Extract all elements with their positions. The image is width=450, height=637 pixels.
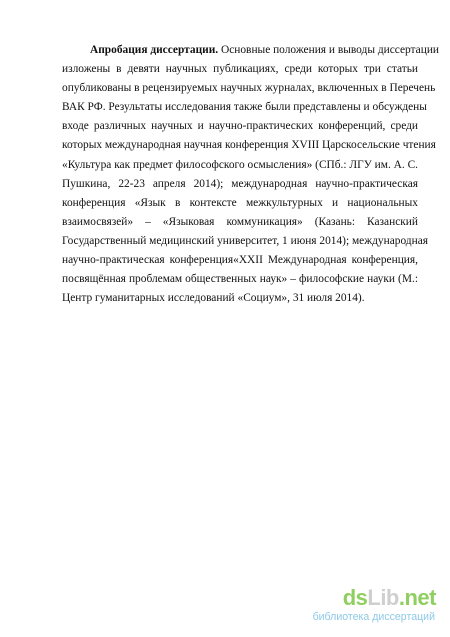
paragraph-line-11: Государственный медицинский университет, 1 июня 2014); международная: [62, 234, 428, 247]
paragraph-line-12: научно-практическая конференция«XXII Международная конференция,: [62, 254, 418, 267]
paragraph-line-9: конференция «Язык в контексте межкультурных и национальных: [62, 196, 418, 209]
logo-net: .net: [398, 585, 436, 610]
line-text: Основные положения и выводы диссертации: [218, 44, 440, 56]
paragraph-line-7: «Культура как предмет философского осмысления» (СПб.: ЛГУ им. А. С.: [62, 158, 419, 171]
paragraph-line-14: Центр гуманитарных исследований «Социум», 31 июля 2014).: [62, 292, 365, 305]
logo-ds: ds: [342, 585, 368, 610]
dslib-logo: [343, 586, 436, 610]
paragraph-line-6: которых международная научная конференция XVIII Царскосельские чтения: [62, 139, 436, 152]
watermark-caption: библиотека диссертаций: [312, 611, 435, 623]
paragraph-line-4: ВАК РФ. Результаты исследования также были представлены и обсуждены: [62, 101, 427, 114]
paragraph-line-2: изложены в девяти научных публикациях, среди которых три статьи: [62, 63, 418, 76]
paragraph-line-10: взаимосвязей» – «Языковая коммуникация» (Казань: Казанский: [62, 215, 418, 228]
dslib-watermark: [312, 585, 436, 626]
paragraph-line-1: [62, 41, 440, 60]
paragraph-line-8: Пушкина, 22-23 апреля 2014); международная научно-практическая: [62, 177, 418, 190]
paragraph-approbation: [62, 41, 440, 308]
paragraph-line-5: входе различных научных и научно-практических конференций, среди: [62, 120, 418, 133]
paragraph-line-13: посвящённая проблемам общественных наук» – философские науки (М.:: [62, 273, 418, 286]
paragraph-line-3: опубликованы в рецензируемых научных журналах, включенных в Перечень: [62, 82, 436, 95]
paragraph-heading: Апробация диссертации.: [90, 44, 219, 56]
logo-lib: Lib: [367, 585, 399, 610]
